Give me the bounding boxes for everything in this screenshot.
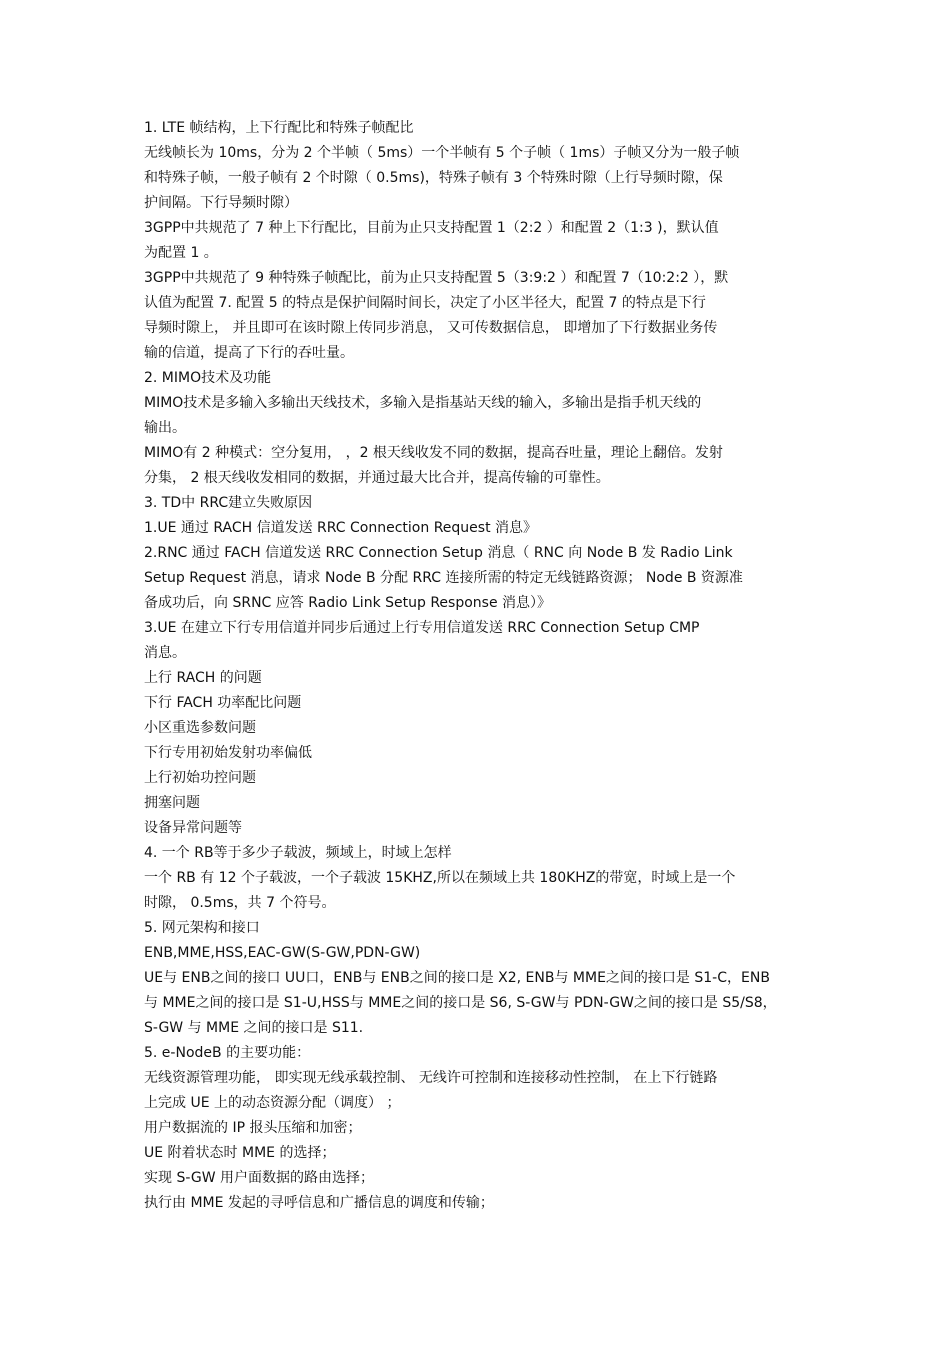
list-item: 下行专用初始发射功率偏低 xyxy=(144,745,312,761)
list-item: 设备异常问题等 xyxy=(144,820,242,836)
text-line: 分集， 2 根天线收发相同的数据，并通过最大比合并，提高传输的可靠性。 xyxy=(144,470,610,486)
text-line: UE与 ENB之间的接口 UU口，ENB与 ENB之间的接口是 X2, ENB与 MME之间的接口是 S1-C，ENB xyxy=(144,970,770,986)
text-line: 消息。 xyxy=(144,645,186,661)
text-line: 为配置 1 。 xyxy=(144,245,218,261)
text-line: 备成功后，向 SRNC 应答 Radio Link Setup Response 消息）》 xyxy=(144,595,552,611)
text-line: 一个 RB 有 12 个子载波，一个子载波 15KHZ,所以在频域上共 180KHZ的带宽，时域上是一个 xyxy=(144,870,736,886)
section-heading-rrc-failure: 3. TD中 RRC建立失败原因 xyxy=(144,495,313,511)
text-line: MIMO技术是多输入多输出天线技术，多输入是指基站天线的输入，多输出是指手机天线的 xyxy=(144,395,702,411)
text-line: 上完成 UE 上的动态资源分配（调度） ； xyxy=(144,1095,401,1111)
text-line: 导频时隙上， 并且即可在该时隙上传同步消息， 又可传数据信息， 即增加了下行数据业务传 xyxy=(144,320,718,336)
text-line: 2.RNC 通过 FACH 信道发送 RRC Connection Setup 消息（ RNC 向 Node B 发 Radio Link xyxy=(144,545,733,561)
section-heading-rb: 4. 一个 RB等于多少子载波，频域上，时域上怎样 xyxy=(144,845,452,861)
document-body xyxy=(144,116,816,1216)
text-line: 3GPP中共规范了 7 种上下行配比，目前为止只支持配置 1（2:2 ）和配置 2（1:3 )，默认值 xyxy=(144,220,719,236)
text-line: 1.UE 通过 RACH 信道发送 RRC Connection Request 消息》 xyxy=(144,520,538,536)
text-line: 输出。 xyxy=(144,420,186,436)
text-line: 护间隔。下行导频时隙） xyxy=(144,195,298,211)
section-heading-network-architecture: 5. 网元架构和接口 xyxy=(144,920,260,936)
text-line: 和特殊子帧，一般子帧有 2 个时隙（ 0.5ms)，特殊子帧有 3 个特殊时隙（上行导频时隙，保 xyxy=(144,170,723,186)
list-item: 小区重选参数问题 xyxy=(144,720,256,736)
list-item: 上行初始功控问题 xyxy=(144,770,256,786)
list-item: 下行 FACH 功率配比问题 xyxy=(144,695,302,711)
text-line: 3.UE 在建立下行专用信道并同步后通过上行专用信道发送 RRC Connection Setup CMP xyxy=(144,620,700,636)
text-line: 无线帧长为 10ms，分为 2 个半帧（ 5ms）一个半帧有 5 个子帧（ 1ms）子帧又分为一般子帧 xyxy=(144,145,740,161)
text-line: 与 MME之间的接口是 S1-U,HSS与 MME之间的接口是 S6, S-GW与 PDN-GW之间的接口是 S5/S8， xyxy=(144,995,777,1011)
text-line: 认值为配置 7. 配置 5 的特点是保护间隔时间长，决定了小区半径大，配置 7 的特点是下行 xyxy=(144,295,706,311)
text-line: 时隙， 0.5ms，共 7 个符号。 xyxy=(144,895,336,911)
text-line: Setup Request 消息，请求 Node B 分配 RRC 连接所需的特定无线链路资源； Node B 资源准 xyxy=(144,570,743,586)
text-line: 执行由 MME 发起的寻呼信息和广播信息的调度和传输； xyxy=(144,1195,494,1211)
section-heading-mimo: 2. MIMO技术及功能 xyxy=(144,370,272,386)
list-item: 上行 RACH 的问题 xyxy=(144,670,262,686)
text-line: 实现 S-GW 用户面数据的路由选择； xyxy=(144,1170,375,1186)
text-line: UE 附着状态时 MME 的选择； xyxy=(144,1145,336,1161)
text-line: S-GW 与 MME 之间的接口是 S11. xyxy=(144,1020,364,1036)
text-line: 3GPP中共规范了 9 种特殊子帧配比，前为止只支持配置 5（3:9:2 ）和配置 7（10:2:2 ），默 xyxy=(144,270,729,286)
text-line: MIMO有 2 种模式：空分复用， ，2 根天线收发不同的数据，提高吞吐量，理论上翻倍。发射 xyxy=(144,445,723,461)
text-line: ENB,MME,HSS,EAC-GW(S-GW,PDN-GW) xyxy=(144,945,421,961)
section-heading-lte-frame: 1. LTE 帧结构，上下行配比和特殊子帧配比 xyxy=(144,120,414,136)
text-line: 输的信道，提高了下行的吞吐量。 xyxy=(144,345,354,361)
section-heading-enodeb-functions: 5. e-NodeB 的主要功能： xyxy=(144,1045,311,1061)
text-line: 无线资源管理功能， 即实现无线承载控制、 无线许可控制和连接移动性控制， 在上下行链路 xyxy=(144,1070,718,1086)
text-line: 用户数据流的 IP 报头压缩和加密； xyxy=(144,1120,362,1136)
list-item: 拥塞问题 xyxy=(144,795,200,811)
